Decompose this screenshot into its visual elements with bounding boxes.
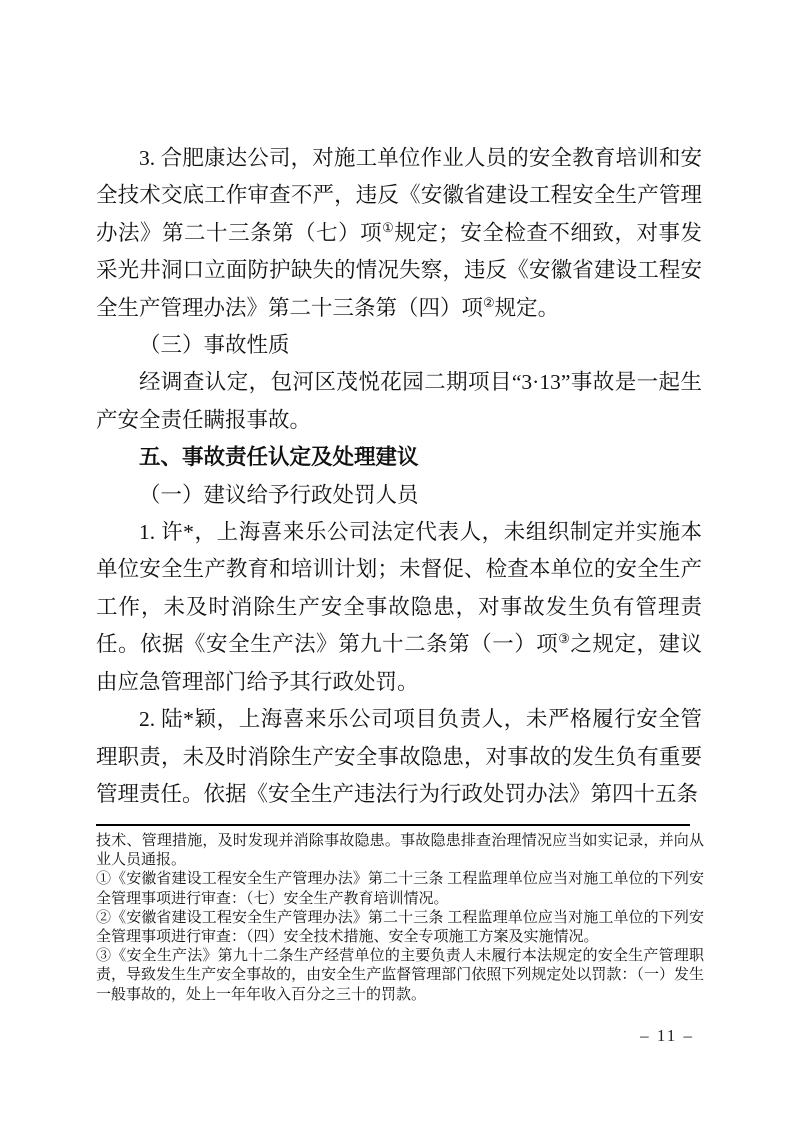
footnote-continuation: 技术、管理措施，及时发现并消除事故隐患。事故隐患排查治理情况应当如实记录，并向从业人员通报。 bbox=[96, 833, 704, 869]
paragraph-accident-nature: 经调查认定，包河区茂悦花园二期项目“3·13”事故是一起生产安全责任瞒报事故。 bbox=[96, 370, 702, 432]
paragraph-text: 3. 合肥康达公司，对施工单位作业人员的安全教育培训和安全技术交底工作审查不严，违反《安徽省建设工程安全生产管理办法》第二十三条第（七）项 bbox=[96, 146, 702, 245]
footnote-separator bbox=[96, 824, 690, 826]
footnote-ref-3: ③ bbox=[558, 631, 571, 647]
footnote-ref-1: ① bbox=[382, 219, 395, 235]
footnote-3: ③《安全生产法》第九十二条生产经营单位的主要负责人未履行本法规定的安全生产管理职责，导致发生生产安全事故的，由安全生产监督管理部门依照下列规定处以罚款：（一）发生一般事故的，处上一年年收入百分之三十的罚款。 bbox=[96, 948, 704, 1003]
footnote-2: ②《安徽省建设工程安全生产管理办法》第二十三条 工程监理单位应当对施工单位的下列安全管理事项进行审查：（四）安全技术措施、安全专项施工方案及实施情况。 bbox=[96, 909, 704, 946]
paragraph-text: 规定。 bbox=[494, 295, 560, 320]
footnote-ref-2: ② bbox=[483, 294, 495, 310]
paragraph-text: 1. 许*，上海喜来乐公司法定代表人，未组织制定并实施本单位安全生产教育和培训计划；未督促、检查本单位的安全生产工作，未及时消除生产安全事故隐患，对事故发生负有管理责任。依据《安全生产法》第九十二条第（一）项 bbox=[96, 520, 702, 657]
page-number: – 11 – bbox=[640, 1026, 694, 1045]
heading-section-5: 五、事故责任认定及处理建议 bbox=[139, 445, 419, 470]
footnotes-block bbox=[96, 832, 704, 1005]
heading-accident-nature: （三）事故性质 bbox=[139, 333, 290, 358]
heading-subsection-1: （一）建议给予行政处罚人员 bbox=[139, 482, 419, 507]
paragraph-text: 之规定，建议由应急管理部门给予其行政处罚。 bbox=[96, 632, 702, 694]
paragraph-person-1 bbox=[96, 514, 702, 701]
footnote-1: ①《安徽省建设工程安全生产管理办法》第二十三条 工程监理单位应当对施工单位的下列安全管理事项进行审查：（七）安全生产教育培训情况。 bbox=[96, 871, 704, 907]
paragraph-text: 规定；安全检查不细致，对事发采光井洞口立面防护缺失的情况失察，违反《安徽省建设工程安全生产管理办法》第二十三条第（四）项 bbox=[96, 220, 702, 320]
document-body bbox=[96, 140, 702, 813]
paragraph-supervision-violation bbox=[96, 140, 702, 327]
paragraph-person-2: 2. 陆*颖，上海喜来乐公司项目负责人，未严格履行安全管理职责，未及时消除生产安全事故隐患，对事故的发生负有重要管理责任。依据《安全生产违法行为行政处罚办法》第四十五条 bbox=[96, 707, 702, 806]
